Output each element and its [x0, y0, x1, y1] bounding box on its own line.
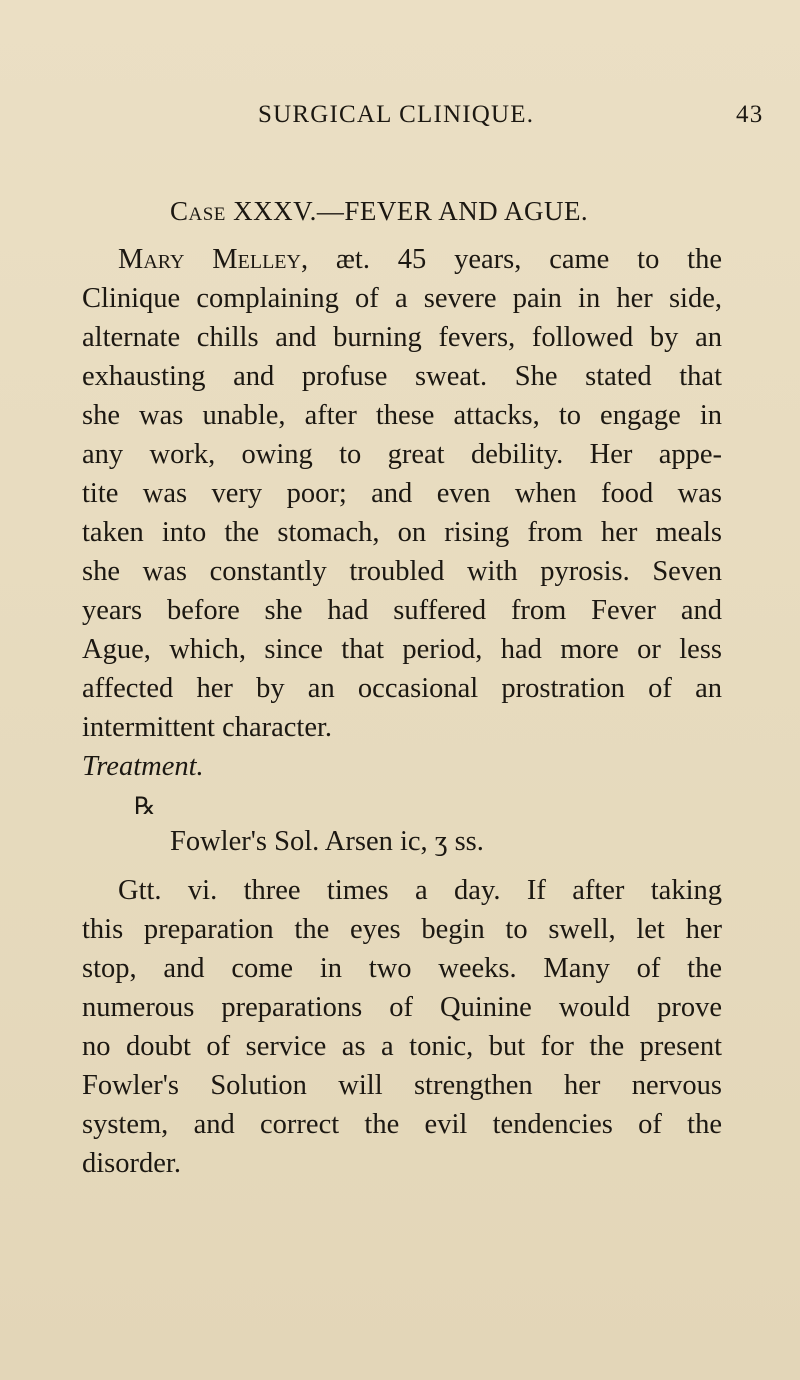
paragraph2-line: this preparation the eyes begin to swell, let her — [82, 914, 722, 945]
treatment-label: Treatment. — [82, 751, 204, 782]
paragraph1-line — [82, 244, 722, 276]
paragraph1-line: tite was very poor; and even when food was — [82, 478, 722, 509]
paragraph1-line: Clinique complaining of a severe pain in her side, — [82, 283, 722, 314]
paragraph1-line: exhausting and profuse sweat. She stated that — [82, 361, 722, 392]
paragraph2-line: stop, and come in two weeks. Many of the — [82, 953, 722, 984]
paragraph2-line: system, and correct the evil tendencies of the — [82, 1109, 722, 1140]
paragraph1-line: intermittent character. — [82, 712, 333, 743]
paragraph1-line: any work, owing to great debility. Her appe- — [82, 439, 722, 470]
paragraph1-line: she was constantly troubled with pyrosis. Seven — [82, 556, 722, 587]
case-title: XXXV.—FEVER AND AGUE. — [233, 196, 589, 226]
paragraph1-line: Ague, which, since that period, had more or less — [82, 634, 722, 665]
rx-symbol: ℞ — [134, 794, 156, 820]
case-word: Case — [170, 196, 226, 226]
paragraph2-line: Gtt. vi. three times a day. If after taking — [118, 875, 722, 906]
paragraph2-line: no doubt of service as a tonic, but for the present — [82, 1031, 722, 1062]
running-head — [258, 101, 778, 137]
page-number: 43 — [736, 101, 764, 128]
patient-name: Mary Melley — [118, 244, 301, 275]
paragraph2-line: disorder. — [82, 1148, 181, 1179]
paragraph1-line: she was unable, after these attacks, to engage in — [82, 400, 722, 431]
paragraph2-line: Fowler's Solution will strengthen her nervous — [82, 1070, 722, 1101]
paragraph1-line: alternate chills and burning fevers, followed by an — [82, 322, 722, 353]
paragraph1-line-rest: , æt. 45 years, came to the — [300, 244, 722, 275]
paragraph1-line: affected her by an occasional prostration of an — [82, 673, 722, 704]
paragraph1-line: taken into the stomach, on rising from her meals — [82, 517, 722, 548]
prescription-formula: Fowler's Sol. Arsen ic, ʒ ss. — [170, 826, 484, 857]
paragraph2-line: numerous preparations of Quinine would prove — [82, 992, 722, 1023]
running-head-title: SURGICAL CLINIQUE. — [258, 101, 535, 128]
case-heading — [170, 196, 588, 227]
paragraph1-line: years before she had suffered from Fever and — [82, 595, 722, 626]
